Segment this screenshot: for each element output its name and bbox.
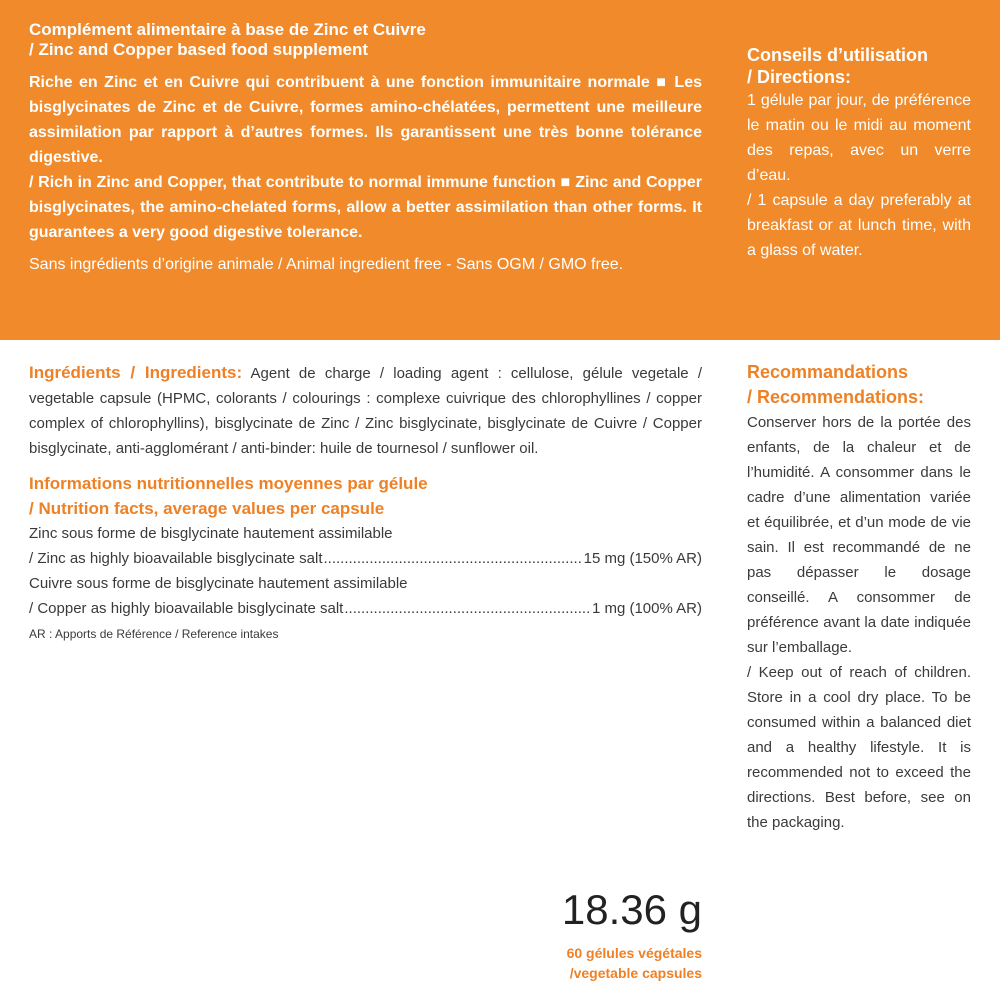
ingredients-section <box>29 360 702 461</box>
capsule-count-en: /vegetable capsules <box>569 965 702 981</box>
directions-heading-en: / Directions: <box>747 67 852 87</box>
nutrient-name-en: / Copper as highly bioavailable bisglycinate salt <box>29 600 344 617</box>
directions-heading-fr: Conseils d’utilisation <box>747 45 929 65</box>
nutrition-heading-en: / Nutrition facts, average values per capsule <box>29 499 385 518</box>
nutrient-value: 1 mg (100% AR) <box>591 600 702 617</box>
nutrition-heading-fr: Informations nutritionnelles moyennes par gélule <box>29 474 428 493</box>
nutrient-name-fr: Cuivre sous forme de bisglycinate hautement assimilable <box>29 575 408 592</box>
product-title-fr: Complément alimentaire à base de Zinc et Cuivre <box>29 20 426 39</box>
product-title-en: / Zinc and Copper based food supplement <box>29 40 369 59</box>
ingredients-heading: Ingrédients / Ingredients: <box>29 363 243 382</box>
nutrient-name-fr: Zinc sous forme de bisglycinate hautement assimilable <box>29 525 393 542</box>
capsule-count-fr: 60 gélules végétales <box>566 945 702 961</box>
nutrient-value: 15 mg (150% AR) <box>583 550 702 567</box>
directions-body-fr: 1 gélule par jour, de préférence le matin ou le midi au moment des repas, avec un verre d’eau. <box>747 92 971 184</box>
net-weight: 18.36 g <box>561 886 702 933</box>
capsule-count <box>470 943 702 983</box>
directions-section <box>747 44 971 263</box>
dot-leader <box>324 546 583 571</box>
recommendations-body-en: / Keep out of reach of children. Store in a cool dry place. To be consumed within a balanced diet and a healthy lifestyle. It is recommended not to exceed the directions. Best before, see on the packaging. <box>747 664 971 831</box>
recommendations-heading-fr: Recommandations <box>747 362 909 382</box>
nutrition-section <box>29 471 702 644</box>
nutrient-name-en: / Zinc as highly bioavailable bisglycinate salt <box>29 550 323 567</box>
nutrition-row-copper <box>29 571 702 621</box>
ingredients-body: Agent de charge / loading agent : cellulose, gélule vegetale / vegetable capsule (HPMC, colorants / colourings : complexe cuivrique des chlorophyllines / copper complex of chlorophyllins), bisglycinate de Zinc / Zinc bisglycinate, bisglycinate de Cuivre / Copper bisglycinate, anti-agglomérant / anti-binder: huile de tournesol / sunflower oil. <box>29 365 702 457</box>
recommendations-body-fr: Conserver hors de la portée des enfants, de la chaleur et de l’humidité. A consommer dans le cadre d’une alimentation variée et équilibrée, et d’un mode de vie sain. Il est recommandé de ne pas dépasser le dosage conseillé. A consommer de préférence avant la date indiquée sur l’emballage. <box>747 414 971 656</box>
reference-intakes-note: AR : Apports de Référence / Reference intakes <box>29 627 279 641</box>
directions-body-en: / 1 capsule a day preferably at breakfast or at lunch time, with a glass of water. <box>747 192 971 259</box>
dot-leader <box>344 596 591 621</box>
product-description-en: / Rich in Zinc and Copper, that contribute to normal immune function ■ Zinc and Copper bisglycinates, the amino-chelated forms, allow a better assimilation than other forms. It guarantees a very good digestive tolerance. <box>29 174 702 241</box>
product-intro <box>29 20 702 276</box>
recommendations-heading-en: / Recommendations: <box>747 387 925 407</box>
product-description-fr: Riche en Zinc et en Cuivre qui contribuent à une fonction immunitaire normale ■ Les bisglycinates de Zinc et de Cuivre, formes amino-chélatées, permettent une meilleure assimilation par rapport à d’autres formes. Ils garantissent une très bonne tolérance digestive. <box>29 74 702 166</box>
recommendations-section <box>747 360 971 835</box>
free-from-statement: Sans ingrédients d’origine animale / Animal ingredient free - Sans OGM / GMO free. <box>29 256 624 273</box>
nutrition-row-zinc <box>29 521 702 571</box>
